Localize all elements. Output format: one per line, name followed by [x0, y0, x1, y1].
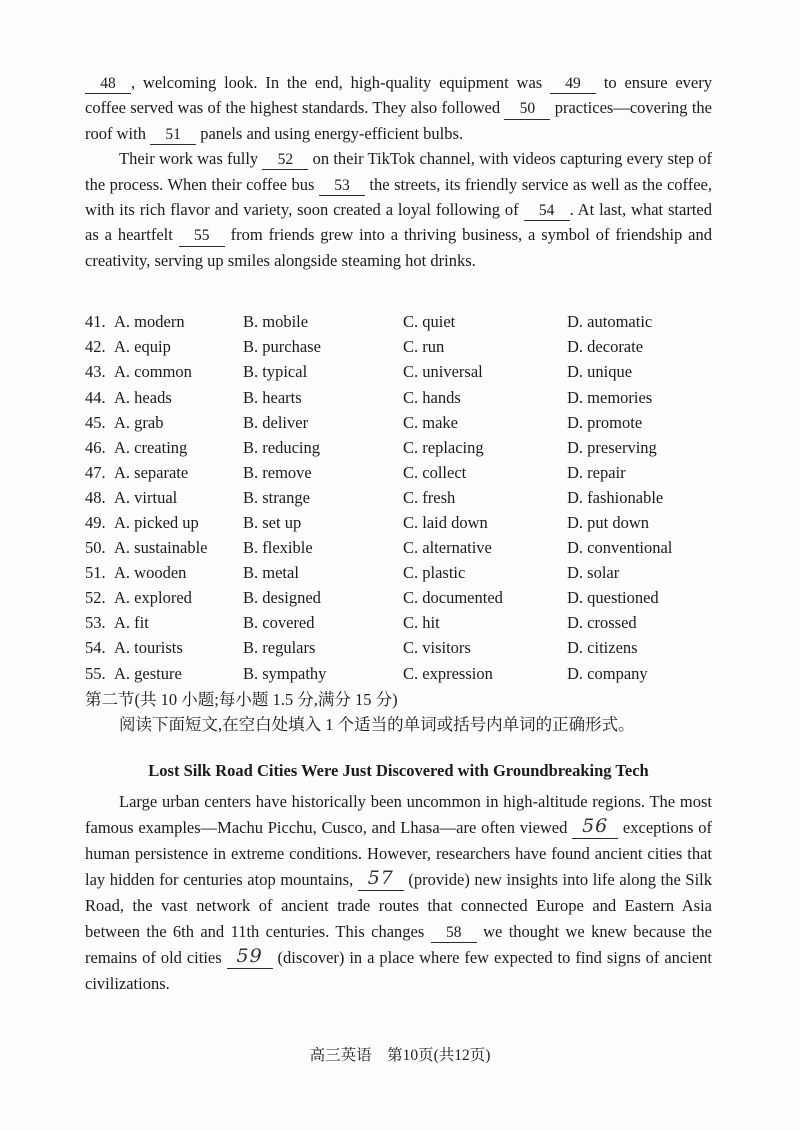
mcq-row	[85, 535, 712, 560]
option-c: C. make	[403, 412, 458, 432]
option-b: B. designed	[243, 588, 321, 608]
answer-blank-52: 52	[262, 152, 308, 170]
answer-blank-48: 48	[85, 76, 131, 94]
cloze-passage	[85, 70, 712, 273]
option-b: B. remove	[243, 462, 312, 482]
option-b: B. set up	[243, 513, 302, 532]
question-number: 49.	[85, 513, 106, 532]
passage-text: the streets, its friendly service as well as the coffee, with its rich flavor and variety, soon created a loyal following of	[85, 174, 712, 220]
mcq-row	[85, 635, 712, 660]
option-a: A. equip	[114, 337, 171, 357]
answer-blank-54: 54	[524, 203, 570, 221]
option-d: D. questioned	[567, 588, 659, 608]
section2-instruction: 阅读下面短文,在空白处填入 1 个适当的单词或括号内单词的正确形式。	[119, 714, 635, 734]
option-d: D. memories	[567, 387, 653, 407]
option-a: A. gesture	[114, 663, 182, 683]
option-a: A. creating	[114, 437, 188, 457]
option-d: D. solar	[567, 563, 620, 583]
option-b: B. hearts	[243, 387, 302, 407]
option-d: D. unique	[567, 362, 633, 382]
option-a: A. common	[114, 362, 192, 382]
option-c: C. hands	[403, 387, 461, 407]
passage-text: we thought we knew because the remains of old cities	[85, 921, 712, 967]
question-number: 47.	[85, 462, 106, 482]
option-c: C. visitors	[403, 638, 471, 658]
gap-fill-paragraph	[85, 789, 712, 997]
option-c: C. documented	[403, 588, 503, 608]
mcq-row	[85, 485, 712, 510]
mcq-row	[85, 560, 712, 585]
option-c: C. replacing	[403, 437, 484, 457]
mcq-row	[85, 585, 712, 610]
question-number: 43.	[85, 362, 106, 382]
option-a: A. explored	[114, 588, 192, 608]
option-c: C. quiet	[403, 312, 456, 332]
question-number: 54.	[85, 638, 106, 658]
question-number: 52.	[85, 588, 106, 608]
option-c: C. hit	[403, 613, 440, 633]
option-c: C. collect	[403, 462, 467, 482]
cloze-paragraph-2	[85, 146, 712, 273]
question-number: 41.	[85, 312, 106, 332]
option-b: B. regulars	[243, 638, 316, 658]
option-a: A. virtual	[114, 487, 178, 507]
page-footer: 高三英语 第10页(共12页)	[309, 1047, 491, 1064]
question-number: 46.	[85, 437, 106, 457]
option-d: D. conventional	[567, 538, 673, 558]
passage-text: on their TikTok channel, with videos capturing every step of the process. When their coffee bus	[85, 149, 712, 194]
answer-blank-49: 49	[550, 76, 596, 94]
option-d: D. citizens	[567, 638, 638, 658]
option-b: B. strange	[243, 487, 310, 507]
mcq-row	[85, 435, 712, 460]
mcq-row	[85, 510, 712, 535]
mcq-row	[85, 410, 712, 435]
mcq-row	[85, 385, 712, 410]
option-b: B. covered	[243, 613, 315, 633]
option-a: A. separate	[114, 462, 189, 482]
option-a: A. tourists	[114, 638, 183, 658]
question-number: 45.	[85, 412, 106, 432]
mcq-row	[85, 309, 712, 334]
passage-text: practices—covering the roof with	[85, 98, 713, 143]
option-d: D. put down	[567, 513, 650, 532]
passage-text: exceptions of human persistence in extreme conditions. However, researchers have found ancient cities that lay hidden for centuries atop mountains,	[85, 817, 712, 889]
option-c: C. expression	[403, 663, 493, 683]
mcq-row	[85, 610, 712, 635]
option-a: A. wooden	[114, 563, 187, 583]
passage-text: Their work was fully	[119, 149, 263, 169]
question-number: 50.	[85, 538, 106, 558]
option-b: B. sympathy	[243, 663, 327, 683]
option-a: A. heads	[114, 387, 172, 407]
option-b: B. flexible	[243, 538, 313, 558]
cloze-paragraph-1	[85, 70, 712, 146]
mcq-options-table	[85, 309, 712, 685]
option-d: D. decorate	[567, 337, 644, 357]
option-c: C. universal	[403, 362, 483, 382]
mcq-row	[85, 359, 712, 384]
option-b: B. purchase	[243, 337, 321, 357]
question-number: 51.	[85, 563, 106, 583]
option-a: A. grab	[114, 412, 164, 432]
answer-blank-57-handwritten: 57	[358, 869, 404, 891]
question-number: 48.	[85, 487, 106, 507]
question-number: 42.	[85, 337, 106, 357]
question-number: 53.	[85, 613, 106, 633]
option-a: A. sustainable	[114, 538, 208, 558]
section2-header: 第二节(共 10 小题;每小题 1.5 分,满分 15 分)	[85, 689, 398, 709]
option-b: B. typical	[243, 362, 308, 382]
option-d: D. crossed	[567, 613, 637, 633]
gap-fill-passage-title: Lost Silk Road Cities Were Just Discovered with Groundbreaking Tech	[148, 760, 649, 780]
answer-blank-56-handwritten: 56	[572, 817, 618, 839]
option-d: D. preserving	[567, 437, 657, 457]
option-b: B. mobile	[243, 312, 309, 332]
option-b: B. deliver	[243, 412, 309, 432]
passage-text: to ensure every coffee served was of the highest standards. They also followed	[85, 73, 713, 118]
option-a: A. modern	[114, 312, 185, 332]
question-number: 44.	[85, 387, 106, 407]
answer-blank-58: 58	[431, 925, 477, 943]
option-c: C. fresh	[403, 487, 456, 507]
answer-blank-53: 53	[319, 178, 365, 196]
option-c: C. alternative	[403, 538, 492, 558]
option-c: C. plastic	[403, 563, 466, 583]
option-d: D. repair	[567, 462, 626, 482]
mcq-row	[85, 460, 712, 485]
answer-blank-59-handwritten: 59	[227, 947, 273, 969]
passage-text: Large urban centers have historically been uncommon in high-altitude regions. The most famous examples—Machu Picchu, Cusco, and Lhasa—are often viewed	[85, 791, 712, 837]
option-d: D. automatic	[567, 312, 653, 332]
passage-text: from friends grew into a thriving business, a symbol of friendship and creativity, serving up smiles alongside steaming hot drinks.	[85, 225, 713, 270]
mcq-row	[85, 661, 712, 686]
answer-blank-50: 50	[504, 101, 550, 119]
passage-text: . At last, what started as a heartfelt	[85, 200, 712, 245]
option-d: D. company	[567, 663, 648, 683]
question-number: 55.	[85, 663, 106, 683]
option-c: C. run	[403, 337, 445, 357]
answer-blank-51: 51	[150, 127, 196, 145]
passage-text: panels and using energy-efficient bulbs.	[196, 123, 464, 143]
option-d: D. promote	[567, 412, 643, 432]
option-b: B. metal	[243, 563, 299, 583]
option-b: B. reducing	[243, 437, 320, 457]
option-a: A. picked up	[114, 513, 199, 532]
option-a: A. fit	[114, 613, 149, 633]
answer-blank-55: 55	[179, 228, 225, 246]
passage-text: (discover) in a place where few expected to find signs of ancient civilizations.	[85, 947, 712, 993]
option-d: D. fashionable	[567, 487, 664, 507]
option-c: C. laid down	[403, 513, 488, 532]
mcq-row	[85, 334, 712, 359]
passage-text: (provide) new insights into life along the Silk Road, the vast network of ancient trade routes that connected Europe and Eastern Asia between the 6th and 11th centuries. This changes	[85, 869, 712, 941]
passage-text: , welcoming look. In the end, high-quality equipment was	[131, 73, 551, 92]
